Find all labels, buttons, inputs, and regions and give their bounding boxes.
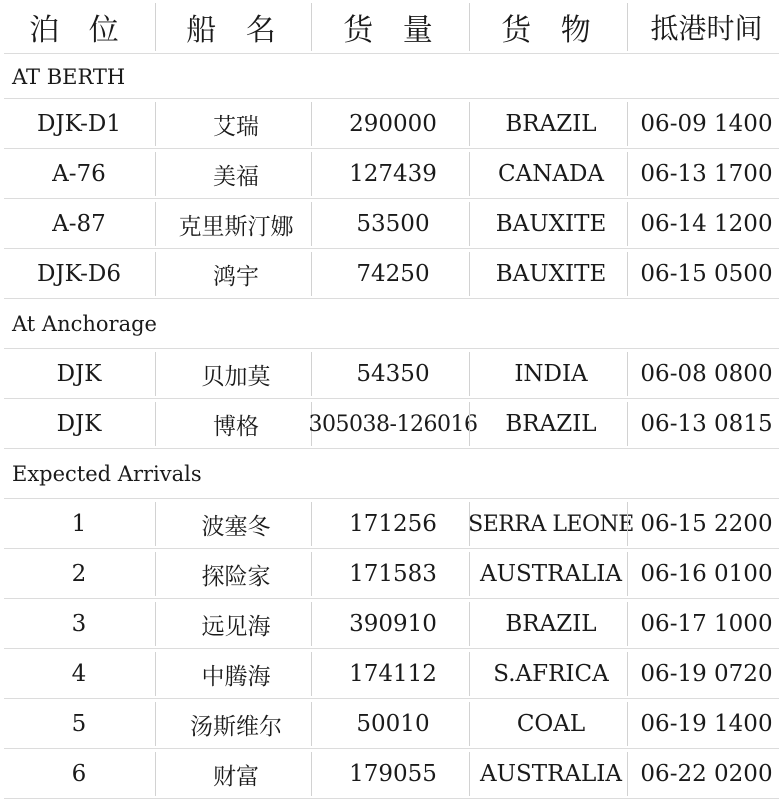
- table-row: [0, 549, 783, 599]
- cell-arrival-time: 06-13 1700: [640, 161, 773, 187]
- cell-cargo-quantity: 290000: [314, 99, 472, 149]
- section-title-at-berth: AT BERTH: [0, 54, 783, 99]
- cell-vessel-name: 鸿宇: [158, 249, 314, 299]
- cell-cargo-quantity: 390910: [314, 599, 472, 649]
- header-vessel-name: 船 名: [158, 0, 314, 54]
- cell-vessel-name: 克里斯汀娜: [158, 199, 314, 249]
- cell-cargo: BAUXITE: [472, 199, 630, 249]
- cell-cargo-quantity: 305038-126016: [314, 399, 472, 449]
- table-row: [0, 749, 783, 799]
- cell-arrival-time: 06-14 1200: [640, 211, 773, 237]
- table-row: [0, 599, 783, 649]
- cell-cargo: BAUXITE: [472, 249, 630, 299]
- header-cargo-quantity: 货 量: [314, 0, 472, 54]
- cell-cargo-quantity: 179055: [314, 749, 472, 799]
- cell-vessel-name: 财富: [158, 749, 314, 799]
- cell-cargo-quantity: 171256: [314, 499, 472, 549]
- table-row: [0, 399, 783, 449]
- cell-cargo: AUSTRALIA: [472, 549, 630, 599]
- cell-cargo-quantity: 74250: [314, 249, 472, 299]
- cell-arrival-time: 06-19 0720: [640, 661, 773, 687]
- cell-cargo: COAL: [472, 699, 630, 749]
- cell-berth: DJK-D1: [0, 99, 158, 149]
- cell-arrival-time: 06-08 0800: [640, 361, 773, 387]
- cell-cargo-quantity: 171583: [314, 549, 472, 599]
- cell-vessel-name: 中腾海: [158, 649, 314, 699]
- cell-arrival-time: 06-15 2200: [640, 511, 773, 537]
- cell-cargo: CANADA: [472, 149, 630, 199]
- cell-berth: 6: [0, 749, 158, 799]
- table-row: [0, 199, 783, 249]
- table-row: [0, 99, 783, 149]
- cell-cargo-quantity: 174112: [314, 649, 472, 699]
- cell-vessel-name: 艾瑞: [158, 99, 314, 149]
- header-row: [0, 0, 783, 54]
- cell-cargo-quantity: 50010: [314, 699, 472, 749]
- cell-cargo: SERRA LEONE: [472, 499, 630, 549]
- cell-vessel-name: 汤斯维尔: [158, 699, 314, 749]
- table-row: [0, 699, 783, 749]
- cell-berth: 1: [0, 499, 158, 549]
- cell-arrival-time: 06-16 0100: [640, 561, 773, 587]
- cell-berth: 2: [0, 549, 158, 599]
- cell-berth: DJK: [0, 349, 158, 399]
- cell-arrival-time: 06-22 0200: [640, 761, 773, 787]
- cell-arrival-time: 06-09 1400: [640, 111, 773, 137]
- cell-berth: A-87: [0, 199, 158, 249]
- cell-cargo: BRAZIL: [472, 599, 630, 649]
- table-row: [0, 149, 783, 199]
- table-row: [0, 349, 783, 399]
- table-row: [0, 649, 783, 699]
- cell-arrival-time: 06-17 1000: [640, 611, 773, 637]
- cell-cargo: BRAZIL: [472, 399, 630, 449]
- cell-arrival-time: 06-19 1400: [640, 711, 773, 737]
- cell-berth: 3: [0, 599, 158, 649]
- cell-arrival-time: 06-13 0815: [640, 411, 773, 437]
- cell-vessel-name: 波塞冬: [158, 499, 314, 549]
- section-title-expected-arrivals: Expected Arrivals: [0, 449, 783, 499]
- cell-vessel-name: 贝加莫: [158, 349, 314, 399]
- section-title-at-anchorage: At Anchorage: [0, 299, 783, 349]
- cell-vessel-name: 博格: [158, 399, 314, 449]
- header-cargo: 货 物: [472, 0, 630, 54]
- header-arrival-time: 抵港时间: [650, 12, 763, 45]
- cell-cargo: AUSTRALIA: [472, 749, 630, 799]
- table-row: [0, 499, 783, 549]
- cell-berth: 4: [0, 649, 158, 699]
- cell-berth: DJK: [0, 399, 158, 449]
- cell-cargo: BRAZIL: [472, 99, 630, 149]
- cell-vessel-name: 远见海: [158, 599, 314, 649]
- cell-cargo-quantity: 53500: [314, 199, 472, 249]
- cell-cargo: INDIA: [472, 349, 630, 399]
- header-berth: 泊 位: [0, 0, 158, 54]
- cell-cargo-quantity: 54350: [314, 349, 472, 399]
- cell-arrival-time: 06-15 0500: [640, 261, 773, 287]
- cell-berth: A-76: [0, 149, 158, 199]
- table-row: [0, 249, 783, 299]
- cell-vessel-name: 美福: [158, 149, 314, 199]
- cell-berth: 5: [0, 699, 158, 749]
- cell-cargo-quantity: 127439: [314, 149, 472, 199]
- cell-vessel-name: 探险家: [158, 549, 314, 599]
- cell-berth: DJK-D6: [0, 249, 158, 299]
- cell-cargo: S.AFRICA: [472, 649, 630, 699]
